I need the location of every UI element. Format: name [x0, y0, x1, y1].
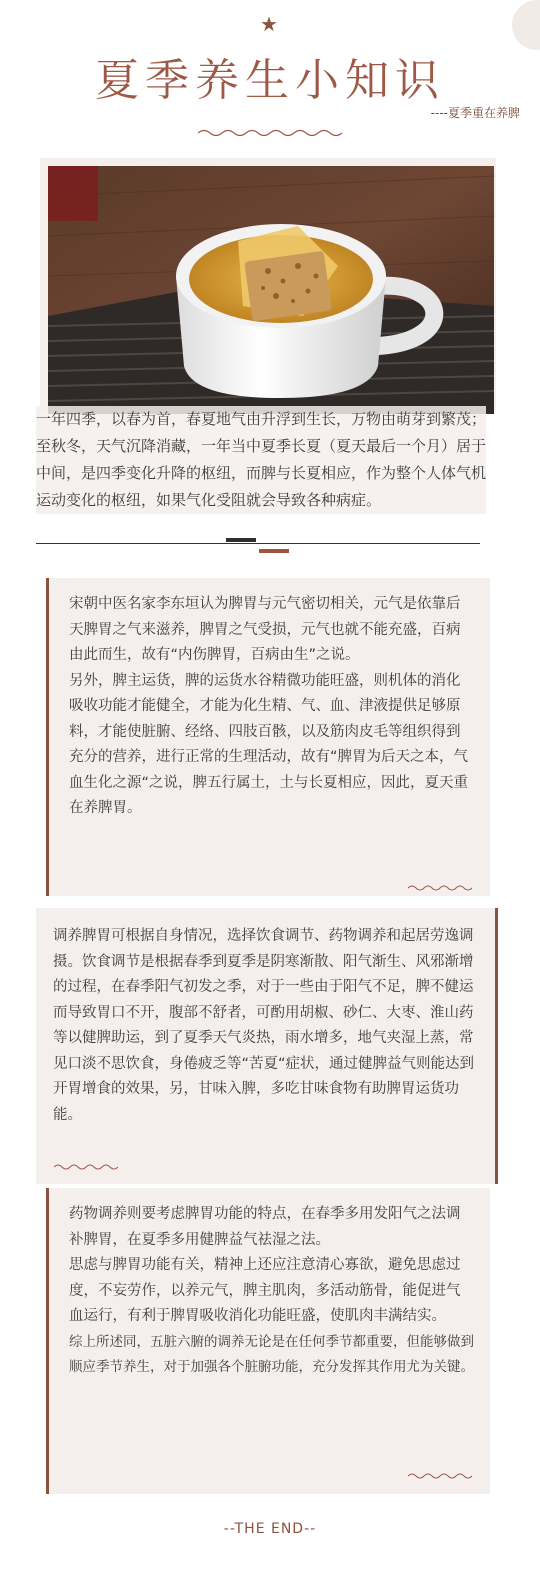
intro-paragraph: 一年四季，以春为首，春夏地气由升浮到生长，万物由萌芽到繁茂；至秋冬，天气沉降消藏，一年当中夏季长夏（夏天最后一个月）居于中间，是四季变化升降的枢纽，而脾与长夏相应，作为整个人体气机运动变化的枢纽，如果气化受阻就会导致各种病症。: [36, 406, 486, 514]
wave-divider-icon: [408, 1472, 472, 1480]
section-separator: [259, 549, 289, 553]
info-card-2: [36, 908, 498, 1184]
wave-divider-icon: [198, 128, 346, 138]
wave-divider-icon: [408, 884, 472, 892]
page-subtitle: ----夏季重在养脾: [430, 106, 520, 120]
tea-cup-photo: [48, 166, 494, 414]
card-paragraph: 药物调养则要考虑脾胃功能的特点，在春季多用发阳气之法调补脾胃，在夏季多用健脾益气祛湿之法。: [69, 1206, 461, 1248]
card-paragraph: 思虑与脾胃功能有关，精神上还应注意清心寡欲，避免思虑过度，不妄劳作，以养元气，脾主肌肉，多活动筋骨，能促进气血运行，有利于脾胃吸收消化功能旺盛，使肌肉丰满结实。: [69, 1257, 461, 1324]
info-card-3: [46, 1188, 490, 1494]
divider-accent: [226, 538, 256, 542]
corner-decoration: [512, 0, 540, 50]
page-title: 夏季养生小知识: [95, 55, 445, 106]
card-paragraph: 另外，脾主运货，脾的运货水谷精微功能旺盛，则机体的消化吸收功能才能健全，才能为化生精、气、血、津液提供足够原料，才能使脏腑、经络、四肢百骸，以及筋肉皮毛等组织得到充分的营养，进行正常的生理活动，故有“脾胃为后天之本，气血生化之源“之说，脾五行属土，土与长夏相应，因此，夏天重在养脾胃。: [69, 672, 469, 816]
card-paragraph: 宋朝中医名家李东垣认为脾胃与元气密切相关，元气是依靠后天脾胃之气来滋养，脾胃之气受损，元气也就不能充盛，百病由此而生，故有“内伤脾胃，百病由生”之说。: [69, 596, 461, 663]
the-end-footer: --THE END--: [223, 1521, 317, 1537]
wave-divider-icon: [54, 1163, 118, 1171]
info-card-1: [46, 578, 490, 896]
divider-line: [36, 543, 480, 544]
star-icon: ★: [260, 12, 278, 36]
card-paragraph: 调养脾胃可根据自身情况，选择饮食调节、药物调养和起居劳逸调摄。饮食调节是根据春季到夏季是阴寒渐散、阳气渐生、风邪渐增的过程，在春季阳气初发之季，对于一些由于阳气不足，脾不健运而导致胃口不开，腹部不舒者，可酌用胡椒、砂仁、大枣、淮山药等以健脾助运，到了夏季天气炎热，雨水增多，地气夹湿上蒸，常见口淡不思饮食，身倦疲乏等“苦夏“症状，通过健脾益气则能达到开胃增食的效果，另，甘味入脾，多吃甘味食物有助脾胃运货功能。: [53, 928, 475, 1123]
card-paragraph: 综上所述同，五脏六腑的调养无论是在任何季节都重要，但能够做到顺应季节养生，对于加强各个脏腑功能，充分发挥其作用尤为关键。: [69, 1333, 474, 1375]
